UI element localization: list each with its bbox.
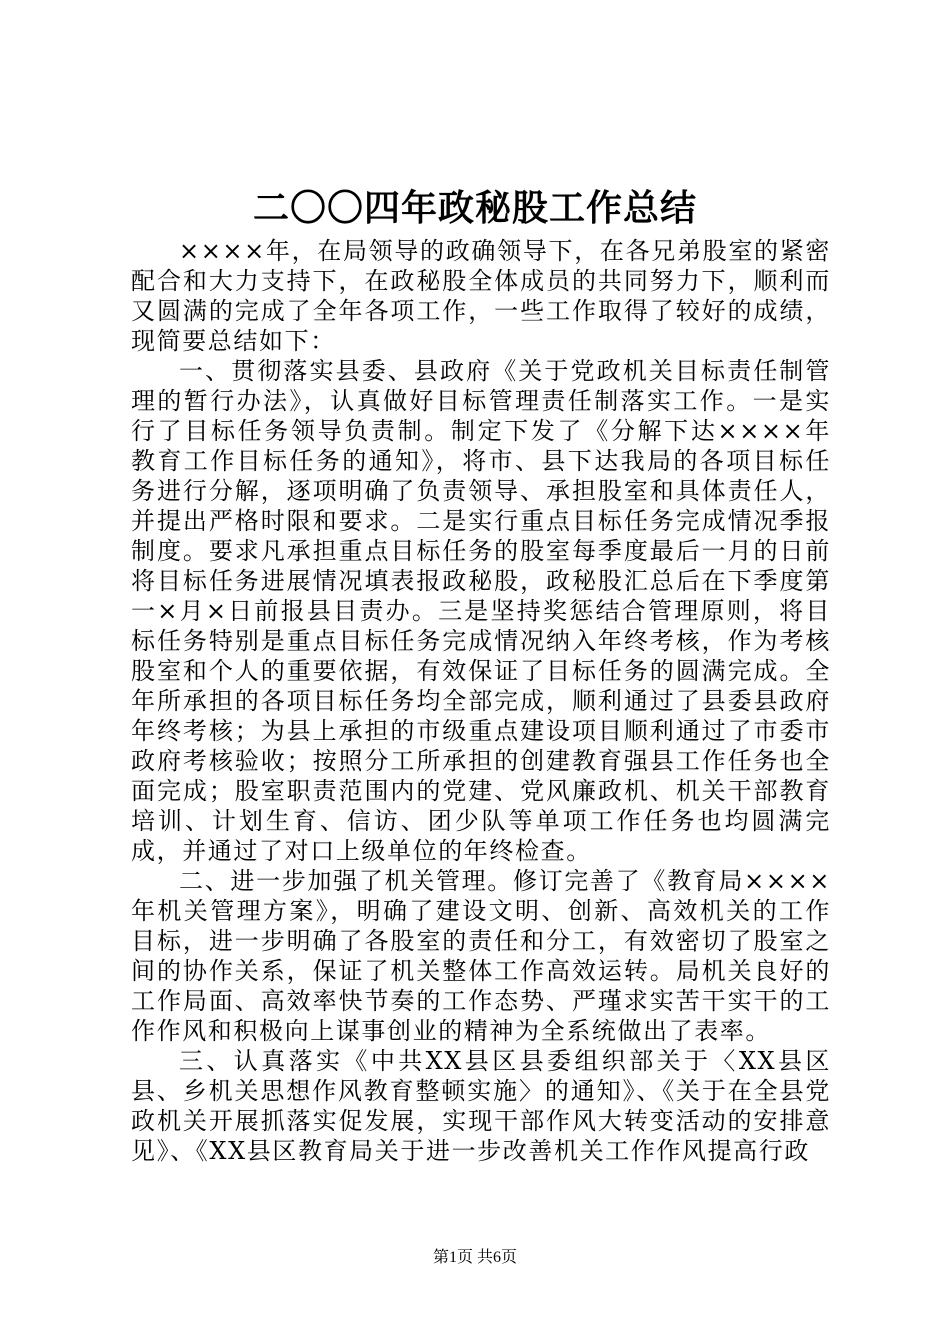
paragraph-section-2: 二、进一步加强了机关管理。修订完善了《教育局××××年机关管理方案》，明确了建设文明、创新、高效机关的工作目标，进一步明确了各股室的责任和分工，有效密切了股室之间的协作关系，保证了机关整体工作高效运转。局机关良好的工作局面、高效率快节奏的工作态势、严瑾求实苦干实干的工作作风和积极向上谋事创业的精神为全系统做出了表率。 (131, 867, 831, 1045)
document-body (131, 236, 831, 1166)
page-footer: 第1页 共6页 (432, 1249, 517, 1266)
document-title: 二〇〇四年政秘股工作总结 (252, 187, 697, 229)
paragraph-section-3: 三、认真落实《中共XX县区县委组织部关于〈XX县区县、乡机关思想作风教育整顿实施〉的通知》、《关于在全县党政机关开展抓落实促发展，实现干部作风大转变活动的安排意见》、《XX县区教育局关于进一步改善机关工作作风提高行政 (131, 1047, 831, 1165)
paragraph-section-1: 一、贯彻落实县委、县政府《关于党政机关目标责任制管理的暂行办法》，认真做好目标管理责任制落实工作。一是实行了目标任务领导负责制。制定下发了《分解下达××××年教育工作目标任务的通知》，将市、县下达我局的各项目标任务进行分解，逐项明确了负责领导、承担股室和具体责任人，并提出严格时限和要求。二是实行重点目标任务完成情况季报制度。要求凡承担重点目标任务的股室每季度最后一月的日前将目标任务进展情况填表报政秘股，政秘股汇总后在下季度第一×月×日前报县目责办。三是坚持奖惩结合管理原则，将目标任务特别是重点目标任务完成情况纳入年终考核，作为考核股室和个人的重要依据，有效保证了目标任务的圆满完成。全年所承担的各项目标任务均全部完成，顺利通过了县委县政府年终考核；为县上承担的市级重点建设项目顺利通过了市委市政府考核验收；按照分工所承担的创建教育强县工作任务也全面完成；股室职责范围内的党建、党风廉政机、机关干部教育培训、计划生育、信访、团少队等单项工作任务也均圆满完成，并通过了对口上级单位的年终检查。 (131, 357, 831, 865)
paragraph-intro: ××××年，在局领导的政确领导下，在各兄弟股室的紧密配合和大力支持下，在政秘股全体成员的共同努力下，顺利而又圆满的完成了全年各项工作，一些工作取得了较好的成绩，现简要总结如下： (131, 237, 831, 355)
